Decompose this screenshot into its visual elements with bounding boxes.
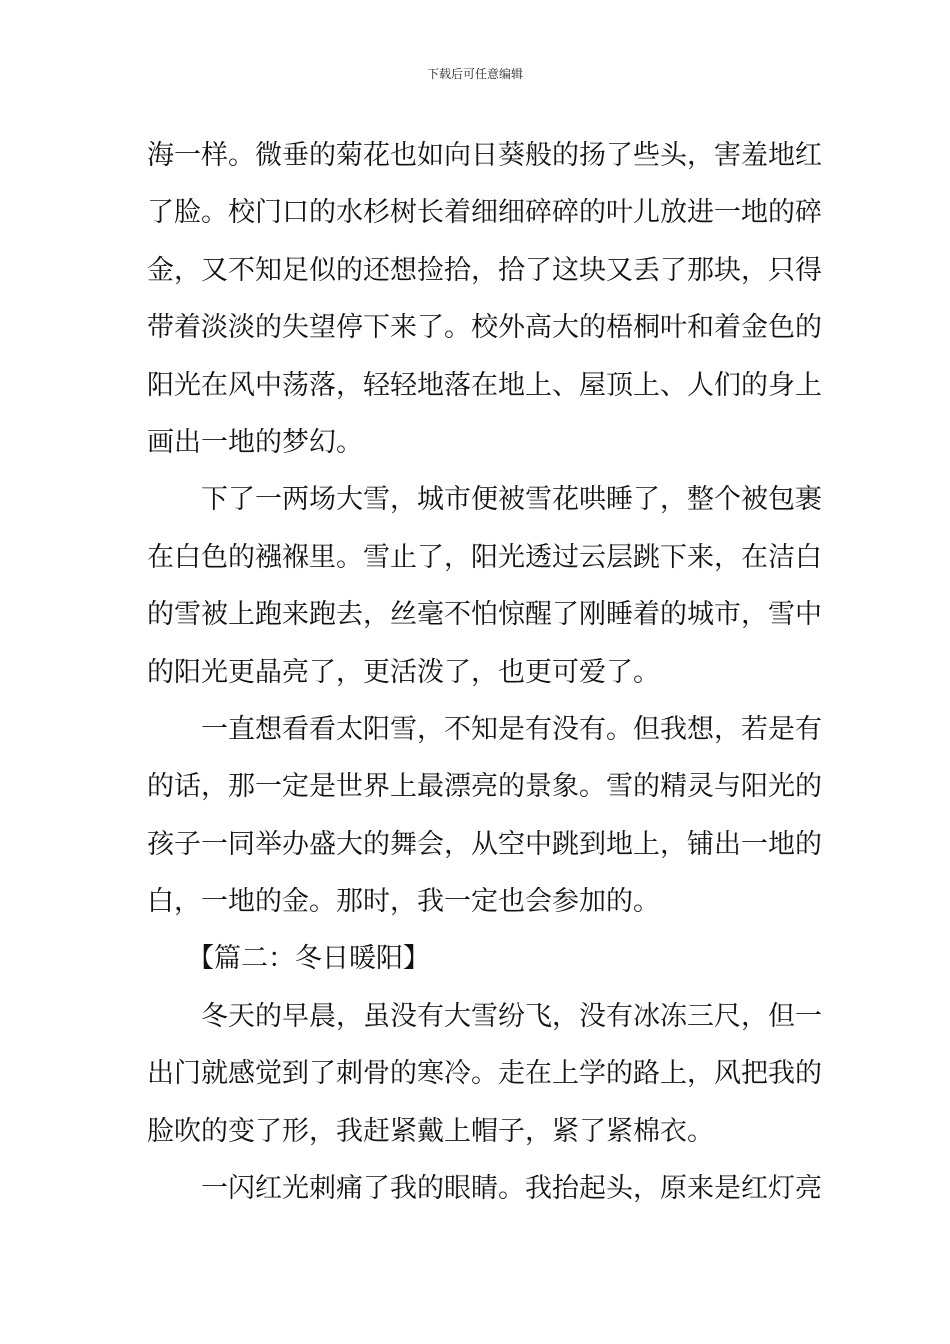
text-line: 画出一地的梦幻。 <box>147 426 363 458</box>
document-body <box>147 127 822 1217</box>
paragraph-first-line: 下了一两场大雪，城市便被雪花哄睡了，整个被包裹 <box>201 484 822 516</box>
text-line: 出门就感觉到了刺骨的寒冷。走在上学的路上，风把我的 <box>147 1058 822 1090</box>
text-line: 白，一地的金。那时，我一定也会参加的。 <box>147 886 660 918</box>
text-line: 带着淡淡的失望停下来了。校外高大的梧桐叶和着金色的 <box>147 312 822 344</box>
text-line: 金，又不知足似的还想捡拾，拾了这块又丢了那块，只得 <box>147 254 822 286</box>
text-line: 海一样。微垂的菊花也如向日葵般的扬了些头，害羞地红 <box>147 140 822 171</box>
text-line: 脸吹的变了形，我赶紧戴上帽子，紧了紧棉衣。 <box>147 1115 714 1147</box>
text-line: 孩子一同举办盛大的舞会，从空中跳到地上，铺出一地的 <box>147 828 822 860</box>
section-heading: 【篇二：冬日暖阳】 <box>187 943 430 975</box>
page-header-note: 下载后可任意编辑 <box>426 67 523 81</box>
paragraph-first-line: 一直想看看太阳雪，不知是有没有。但我想，若是有 <box>201 713 822 745</box>
paragraph-first-line: 一闪红光刺痛了我的眼睛。我抬起头，原来是红灯亮 <box>201 1173 822 1205</box>
text-line: 的雪被上跑来跑去，丝毫不怕惊醒了刚睡着的城市，雪中 <box>147 599 822 631</box>
text-line: 在白色的襁褓里。雪止了，阳光透过云层跳下来，在洁白 <box>147 541 822 573</box>
text-line: 的话，那一定是世界上最漂亮的景象。雪的精灵与阳光的 <box>147 771 822 803</box>
paragraph-first-line: 冬天的早晨，虽没有大雪纷飞，没有冰冻三尺，但一 <box>201 1000 822 1032</box>
text-line: 了脸。校门口的水杉树长着细细碎碎的叶儿放进一地的碎 <box>147 197 822 229</box>
text-line: 的阳光更晶亮了，更活泼了，也更可爱了。 <box>147 656 660 688</box>
text-line: 阳光在风中荡落，轻轻地落在地上、屋顶上、人们的身上 <box>147 369 822 401</box>
